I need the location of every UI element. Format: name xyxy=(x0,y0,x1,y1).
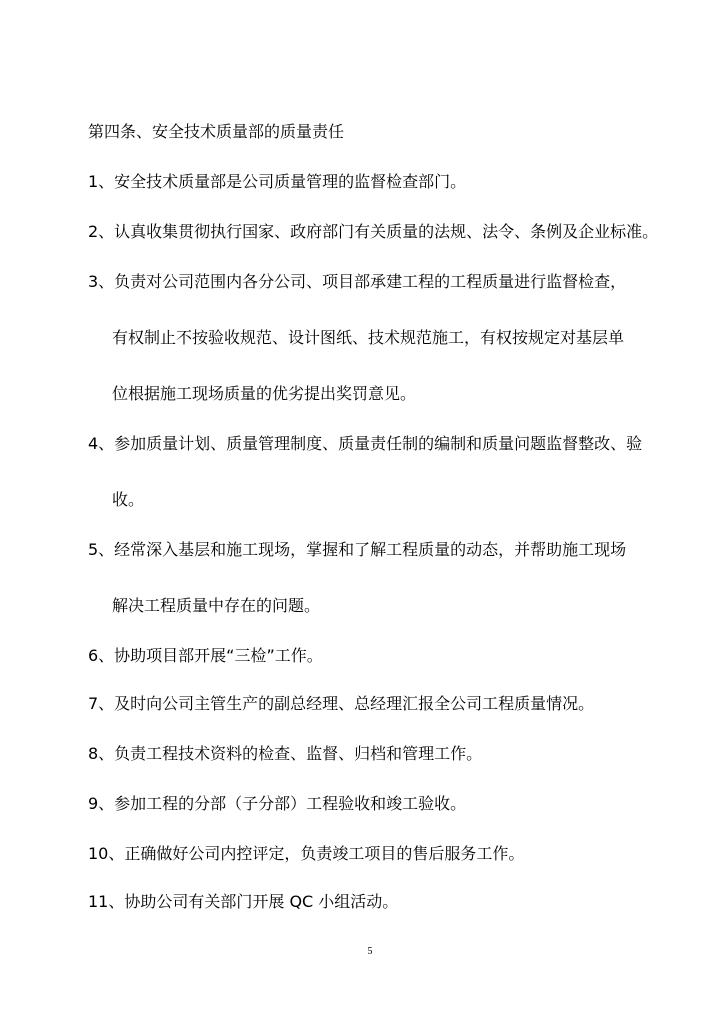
list-item-11: 11、协助公司有关部门开展 QC 小组活动。 xyxy=(88,892,399,911)
section-heading: 第四条、安全技术质量部的质量责任 xyxy=(88,122,345,141)
list-item-8: 8、负责工程技术资料的检查、监督、归档和管理工作。 xyxy=(88,744,483,763)
list-item-4: 4、参加质量计划、质量管理制度、质量责任制的编制和质量问题监督整改、验 xyxy=(88,434,643,453)
list-item-1: 1、安全技术质量部是公司质量管理的监督检查部门。 xyxy=(88,172,467,191)
list-item-7: 7、及时向公司主管生产的副总经理、总经理汇报全公司工程质量情况。 xyxy=(88,694,595,713)
list-item-2: 2、认真收集贯彻执行国家、政府部门有关质量的法规、法令、条例及企业标准。 xyxy=(88,222,659,241)
page-number: 5 xyxy=(367,946,373,957)
list-item-6: 6、协助项目部开展“三检”工作。 xyxy=(88,646,323,665)
list-item-10: 10、正确做好公司内控评定，负责竣工项目的售后服务工作。 xyxy=(88,844,525,863)
list-item-5: 5、经常深入基层和施工现场，掌握和了解工程质量的动态，并帮助施工现场 xyxy=(88,540,627,559)
list-item-5-continuation-1: 解决工程质量中存在的问题。 xyxy=(112,596,321,615)
list-item-3: 3、负责对公司范围内各分公司、项目部承建工程的工程质量进行监督检查， xyxy=(88,272,627,291)
list-item-3-continuation-2: 位根据施工现场质量的优劣提出奖罚意见。 xyxy=(112,384,417,403)
list-item-9: 9、参加工程的分部（子分部）工程验收和竣工验收。 xyxy=(88,794,467,813)
list-item-3-continuation-1: 有权制止不按验收规范、设计图纸、技术规范施工，有权按规定对基层单 xyxy=(112,328,625,347)
list-item-4-continuation-1: 收。 xyxy=(112,490,145,509)
